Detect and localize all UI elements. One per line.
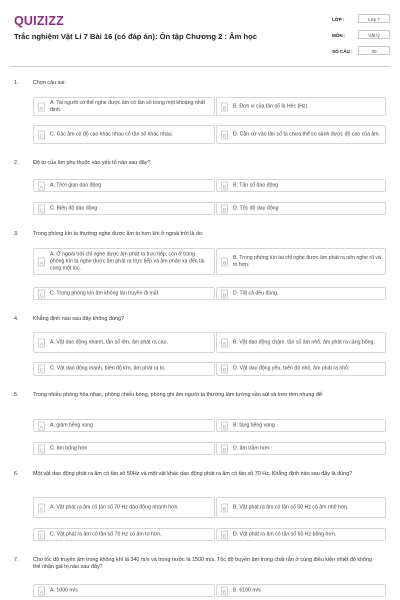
question-text: Độ to của âm phụ thuộc vào yếu tố nào sau đây?: [33, 160, 151, 166]
option-a[interactable]: [33, 179, 215, 192]
question-number: 7.: [14, 557, 19, 563]
question-number: 2.: [14, 160, 19, 166]
option-b[interactable]: [216, 332, 386, 353]
option-letter: B: [221, 181, 228, 190]
option-text: A. Tai người có thể nghe được âm có tần số trong một khoảng nhất định.: [50, 99, 205, 113]
option-b[interactable]: [216, 497, 386, 518]
option-letter: C: [38, 130, 45, 139]
option-text: A. 1000 m/s: [50, 587, 78, 593]
option-letter: C: [38, 289, 45, 298]
option-a[interactable]: [33, 584, 215, 597]
option-letter: B: [221, 102, 228, 111]
question-text: Cho tốc độ truyền âm trong không khí là 340 m/s và trong nước là 1500 m/s. Tốc độ truyền âm trong chất rắn ở cùng điều kiện nhiệt độ không thể nhận giá trị nào sau đây?: [33, 557, 373, 571]
option-text: D. Tốc độ dao động: [233, 205, 279, 211]
option-text: C. Các âm có độ cao khác nhau có tần số khác nhau.: [50, 131, 174, 137]
option-text: C. Vật dao động mạnh, biên độ lớn, âm phát ra to.: [50, 365, 166, 372]
option-letter: B: [221, 257, 228, 266]
option-b[interactable]: [216, 584, 386, 597]
option-text: A. Vật dao động nhanh, tần số lớn, âm phát ra cao.: [50, 339, 168, 345]
option-text: C. âm bổng hơn: [50, 445, 88, 451]
question-text: Chọn câu sai:: [33, 80, 66, 86]
question-number: 4.: [14, 316, 19, 322]
option-c[interactable]: [33, 442, 215, 455]
option-letter: D: [221, 204, 228, 213]
subject-value: Vật lý: [358, 30, 390, 39]
option-d[interactable]: [216, 442, 386, 455]
option-letter: D: [221, 530, 228, 539]
option-d[interactable]: [216, 528, 386, 541]
option-text: B. Trong phòng kín tai chỉ nghe được âm phát ra nên nghe rõ và to hơn.: [233, 254, 381, 268]
option-text: C. Trong phòng kín âm không lan truyền đi mất.: [50, 290, 160, 296]
option-b[interactable]: [216, 248, 386, 275]
worksheet-title: Trắc nghiệm Vật Lí 7 Bài 16 (có đáp án): Ôn tập Chương 2 : Âm học: [14, 32, 257, 41]
option-text: C. Biên độ dao động: [50, 205, 98, 211]
option-a[interactable]: [33, 248, 215, 275]
question-count-label: SỐ CÂU :: [332, 49, 353, 54]
question-text: Một vật dao động phát ra âm có tần số 50Hz và một vật khác dao động phát ra âm có tần số 70 Hz. Khẳng định nào sau đây là đúng?: [33, 471, 353, 477]
option-letter: A: [38, 586, 45, 595]
option-letter: D: [221, 365, 228, 374]
option-letter: C: [38, 204, 45, 213]
option-text: B. Vật phát ra âm có tần số 50 Hz có âm nhỏ hơn.: [233, 504, 349, 510]
question-number: 5.: [14, 392, 19, 398]
option-letter: D: [221, 444, 228, 453]
option-text: D. Vật dao động yếu, biên độ nhỏ, âm phát ra nhỏ.: [233, 365, 350, 372]
option-a[interactable]: [33, 97, 215, 116]
question-number: 1.: [14, 80, 19, 86]
option-text: B. Vật dao động chậm, tần số âm nhỏ, âm phát ra càng bổng.: [233, 339, 375, 345]
option-letter: A: [38, 338, 45, 347]
option-letter: C: [38, 530, 45, 539]
option-text: B. 6100 m/s: [233, 587, 261, 593]
option-text: B. Đơn vị của tần số là Héc (Hz).: [233, 103, 309, 109]
option-letter: D: [221, 289, 228, 298]
class-label: LỚP :: [332, 17, 345, 22]
option-d[interactable]: [216, 125, 386, 144]
option-text: D. Vật phát ra âm có tần số 50 Hz bổng hơn.: [233, 531, 337, 537]
option-d[interactable]: [216, 362, 386, 376]
question-text: Trong phòng kín ta thường nghe được âm to hơn khi ở ngoài trời là do:: [33, 231, 204, 237]
option-b[interactable]: [216, 419, 386, 432]
option-letter: B: [221, 421, 228, 430]
option-a[interactable]: [33, 419, 215, 432]
option-text: D. Căn cứ vào tần số ta chưa thể so sánh được độ cao của âm.: [233, 131, 381, 137]
option-text: B. tăng tiếng vang: [233, 422, 275, 428]
option-letter: A: [38, 257, 45, 266]
header-divider: [10, 66, 390, 67]
option-c[interactable]: [33, 528, 215, 541]
option-letter: A: [38, 102, 45, 111]
option-letter: B: [221, 338, 228, 347]
quizizz-logo: QUIZIZZ: [14, 14, 65, 28]
option-c[interactable]: [33, 362, 215, 376]
option-text: D. Tất cả đều đúng.: [233, 290, 279, 296]
option-c[interactable]: [33, 287, 215, 300]
option-text: B. Tần số dao động: [233, 182, 279, 188]
option-letter: A: [38, 421, 45, 430]
option-letter: C: [38, 365, 45, 374]
class-value: Lớp 7: [358, 14, 390, 23]
option-letter: C: [38, 444, 45, 453]
option-b[interactable]: [216, 97, 386, 116]
option-text: A. Thời gian dao động: [50, 182, 102, 188]
question-count-value: 30: [358, 46, 390, 55]
option-text: A. Ở ngoài trời chỉ nghe được âm phát ra trực tiếp, còn ở trong phòng kín ta nghe được âm phát ra trực tiếp và âm phản xạ đến tai cùng một lúc.: [50, 251, 205, 271]
option-a[interactable]: [33, 332, 215, 353]
option-d[interactable]: [216, 202, 386, 215]
subject-label: MÔN :: [332, 33, 346, 38]
option-b[interactable]: [216, 179, 386, 192]
option-a[interactable]: [33, 497, 215, 518]
option-text: D. âm trầm hơn: [233, 445, 270, 451]
option-letter: A: [38, 181, 45, 190]
option-letter: D: [221, 130, 228, 139]
option-letter: B: [221, 586, 228, 595]
question-text: Trong nhiều phòng hòa nhạc, phòng chiếu bóng, phòng ghi âm người ta thường làm tường sần sùi và treo rèm nhung để:: [33, 392, 324, 398]
option-c[interactable]: [33, 202, 215, 215]
option-letter: B: [221, 503, 228, 512]
question-number: 6.: [14, 471, 19, 477]
option-c[interactable]: [33, 125, 215, 144]
option-text: C. Vật phát ra âm có tần số 70 Hz có âm to hơn.: [50, 531, 162, 537]
option-letter: A: [38, 503, 45, 512]
option-d[interactable]: [216, 287, 386, 300]
option-text: A. giảm tiếng vang: [50, 422, 93, 428]
option-text: A. Vật phát ra âm có tần số 70 Hz dao động nhanh hơn.: [50, 504, 179, 510]
question-text: Khẳng định nào sau đây không đúng?: [33, 316, 124, 322]
question-number: 3.: [14, 231, 19, 237]
worksheet-header: [0, 0, 400, 62]
